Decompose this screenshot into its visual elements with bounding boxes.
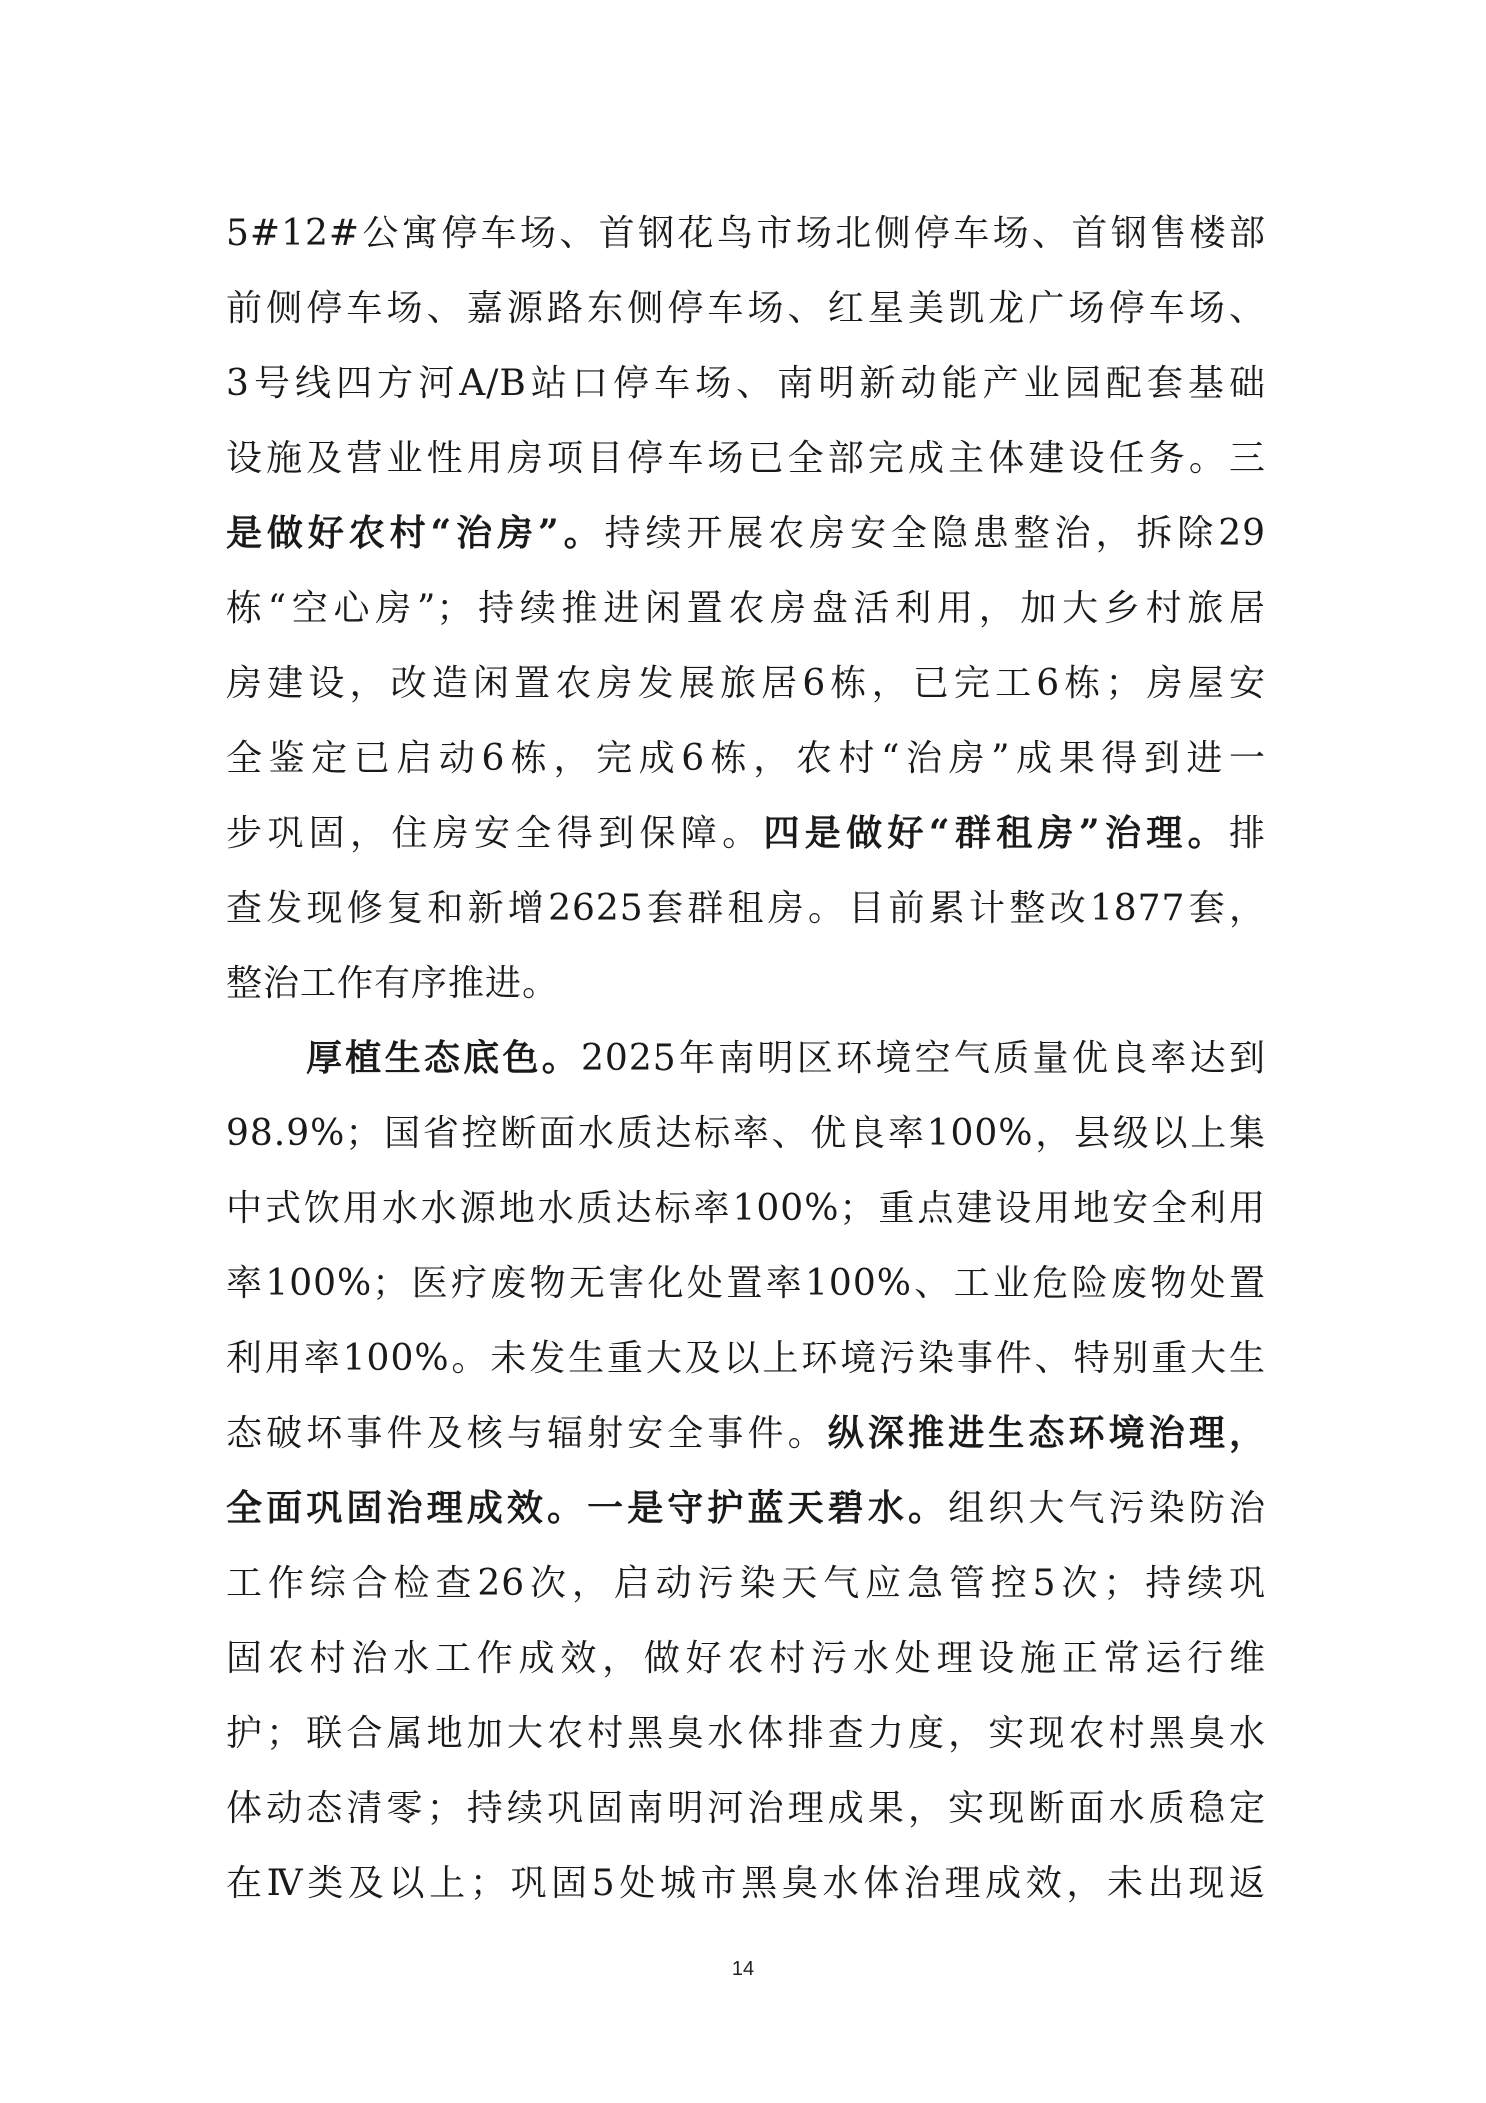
body-text bbox=[226, 196, 1266, 1921]
text-line bbox=[226, 571, 1266, 646]
text-run: 栋“空心房”；持续推进闲置农房盘活利用，加大乡村旅居 bbox=[226, 588, 1266, 629]
text-run: 2025年南明区环境空气质量优良率达到 bbox=[581, 1038, 1266, 1079]
text-line bbox=[226, 1846, 1266, 1921]
bold-phrase: 纵深推进生态环境治理， bbox=[827, 1412, 1266, 1454]
text-run: 排 bbox=[1228, 813, 1266, 854]
text-line bbox=[226, 1771, 1266, 1846]
text-line bbox=[226, 646, 1266, 721]
text-line bbox=[226, 1546, 1266, 1621]
text-line bbox=[226, 496, 1266, 571]
text-run: 在Ⅳ类及以上；巩固5处城市黑臭水体治理成效，未出现返 bbox=[226, 1863, 1266, 1904]
text-run: 房建设，改造闲置农房发展旅居6栋，已完工6栋；房屋安 bbox=[226, 663, 1266, 704]
text-line bbox=[226, 1696, 1266, 1771]
bold-phrase: 四是做好“群租房”治理。 bbox=[763, 812, 1229, 854]
text-run: 98.9%；国省控断面水质达标率、优良率100%，县级以上集 bbox=[226, 1113, 1266, 1154]
text-run: 设施及营业性用房项目停车场已全部完成主体建设任务。三 bbox=[226, 438, 1266, 479]
text-line bbox=[226, 1621, 1266, 1696]
text-line bbox=[226, 796, 1266, 871]
text-line bbox=[226, 1396, 1266, 1471]
text-run: 5#12#公寓停车场、首钢花鸟市场北侧停车场、首钢售楼部 bbox=[226, 213, 1266, 254]
bold-phrase: 全面巩固治理成效。一是守护蓝天碧水。 bbox=[226, 1487, 949, 1529]
text-run: 态破坏事件及核与辐射安全事件。 bbox=[226, 1413, 828, 1454]
text-run: 体动态清零；持续巩固南明河治理成果，实现断面水质稳定 bbox=[226, 1788, 1266, 1829]
text-run: 中式饮用水水源地水质达标率100%；重点建设用地安全利用 bbox=[226, 1188, 1266, 1229]
text-run: 查发现修复和新增2625套群租房。目前累计整改1877套， bbox=[226, 888, 1266, 929]
text-run: 固农村治水工作成效，做好农村污水处理设施正常运行维 bbox=[226, 1638, 1266, 1679]
text-line bbox=[226, 871, 1266, 946]
text-line bbox=[226, 346, 1266, 421]
page-number: 14 bbox=[731, 1958, 755, 1980]
text-run: 工作综合检查26次，启动污染天气应急管控5次；持续巩 bbox=[226, 1563, 1266, 1604]
text-line bbox=[226, 1171, 1266, 1246]
text-run: 全鉴定已启动6栋，完成6栋，农村“治房”成果得到进一 bbox=[226, 738, 1266, 779]
text-run: 护；联合属地加大农村黑臭水体排查力度，实现农村黑臭水 bbox=[226, 1713, 1266, 1754]
text-line bbox=[226, 946, 1266, 1021]
text-line bbox=[226, 1246, 1266, 1321]
text-run: 持续开展农房安全隐患整治，拆除29 bbox=[604, 513, 1266, 554]
text-run: 率100%；医疗废物无害化处置率100%、工业危险废物处置 bbox=[226, 1263, 1266, 1304]
text-run: 步巩固，住房安全得到保障。 bbox=[226, 813, 764, 854]
text-line bbox=[226, 271, 1266, 346]
text-line bbox=[226, 1021, 1266, 1096]
text-run: 利用率100%。未发生重大及以上环境污染事件、特别重大生 bbox=[226, 1338, 1266, 1379]
text-line bbox=[226, 1471, 1266, 1546]
text-line bbox=[226, 421, 1266, 496]
text-line bbox=[226, 1096, 1266, 1171]
bold-phrase: 厚植生态底色。 bbox=[306, 1037, 582, 1079]
text-line bbox=[226, 196, 1266, 271]
text-run: 前侧停车场、嘉源路东侧停车场、红星美凯龙广场停车场、 bbox=[226, 288, 1266, 329]
text-run: 整治工作有序推进。 bbox=[226, 963, 560, 1004]
text-run: 3号线四方河A/B站口停车场、南明新动能产业园配套基础 bbox=[226, 363, 1266, 404]
text-line bbox=[226, 721, 1266, 796]
text-line bbox=[226, 1321, 1266, 1396]
text-run: 组织大气污染防治 bbox=[948, 1488, 1266, 1529]
bold-phrase: 是做好农村“治房”。 bbox=[226, 512, 605, 554]
